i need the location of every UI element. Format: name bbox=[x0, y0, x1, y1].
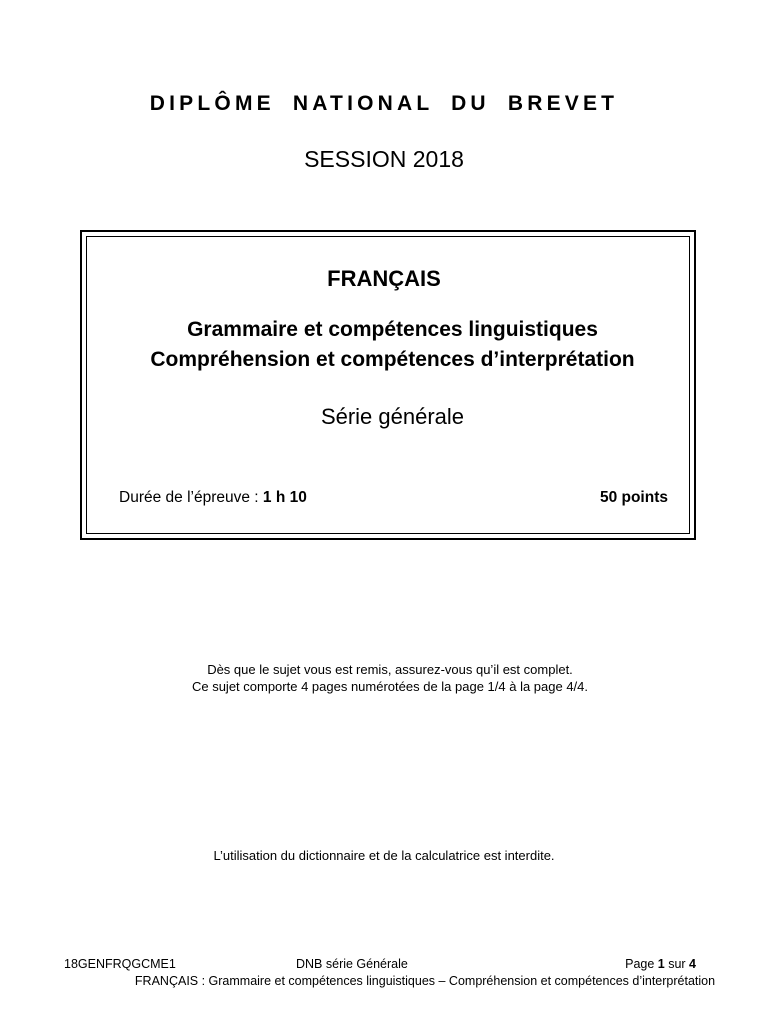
exam-title: DIPLÔME NATIONAL DU BREVET bbox=[149, 92, 619, 115]
session-label: SESSION 2018 bbox=[304, 146, 464, 172]
note-forbidden: L’utilisation du dictionnaire et de la calculatrice est interdite. bbox=[213, 848, 555, 863]
footer-code: 18GENFRQGCME1 bbox=[64, 957, 176, 971]
subject-line-comprehension: Compréhension et compétences d’interprétation bbox=[150, 348, 635, 371]
footer-description: FRANÇAIS : Grammaire et compétences linguistiques – Compréhension et compétences d’interprétation bbox=[134, 974, 716, 988]
footer-page-sep: sur bbox=[664, 957, 690, 971]
footer-page-total: 4 bbox=[689, 957, 696, 971]
duration-label: Durée de l’épreuve : bbox=[119, 489, 263, 506]
note-complete: Dès que le sujet vous est remis, assurez-vous qu’il est complet. bbox=[207, 662, 573, 677]
duration-value: 1 h 10 bbox=[262, 489, 307, 506]
subject-title: FRANÇAIS bbox=[327, 266, 441, 291]
duration bbox=[119, 489, 307, 507]
note-pages: Ce sujet comporte 4 pages numérotées de la page 1/4 à la page 4/4. bbox=[191, 679, 589, 694]
footer-page-number bbox=[625, 957, 696, 971]
footer-page-current: 1 bbox=[657, 957, 665, 971]
subject-line-grammar: Grammaire et compétences linguistiques bbox=[187, 318, 598, 341]
points-total: 50 points bbox=[599, 489, 668, 506]
series-label: Série générale bbox=[320, 404, 465, 429]
footer-serie: DNB série Générale bbox=[296, 957, 408, 971]
footer-page-prefix: Page bbox=[625, 957, 658, 971]
